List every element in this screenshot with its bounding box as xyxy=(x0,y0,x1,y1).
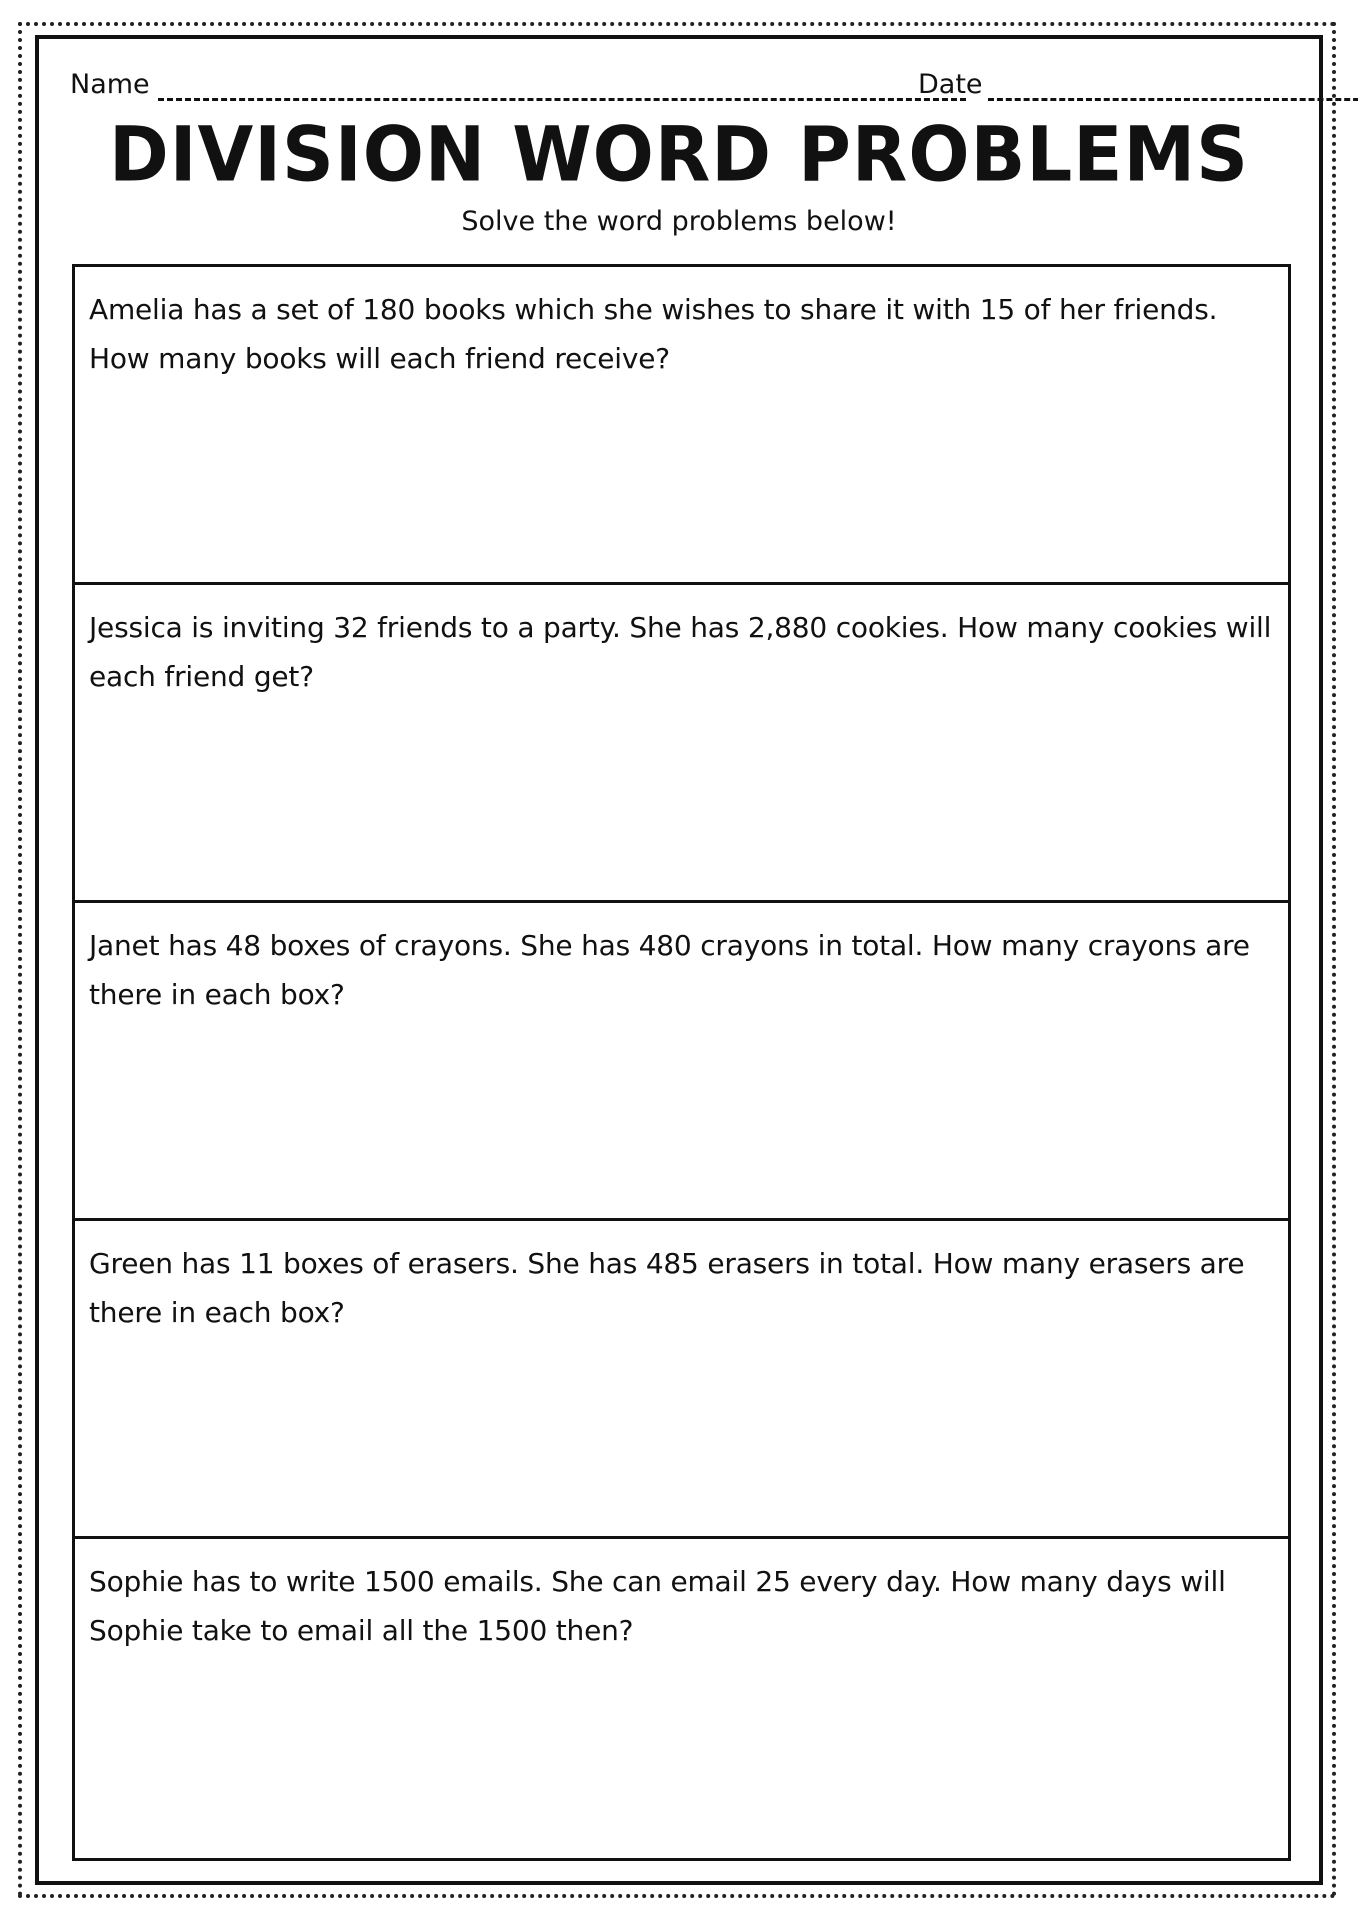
problem-text-4: Green has 11 boxes of erasers. She has 485 erasers in total. How many erasers are there in each box? xyxy=(89,1247,1245,1329)
name-label: Name xyxy=(70,69,150,100)
problem-box-4[interactable] xyxy=(75,1221,1288,1539)
problem-text-3: Janet has 48 boxes of crayons. She has 480 crayons in total. How many crayons are there in each box? xyxy=(89,929,1250,1011)
date-write-line[interactable] xyxy=(988,98,1358,101)
instructions: Solve the word problems below! xyxy=(461,206,897,237)
date-label: Date xyxy=(918,69,983,100)
name-write-line[interactable] xyxy=(158,98,966,101)
worksheet-header xyxy=(70,65,1290,105)
problems-table xyxy=(72,264,1291,1861)
problem-box-5[interactable] xyxy=(75,1539,1288,1857)
problem-text-1: Amelia has a set of 180 books which she wishes to share it with 15 of her friends. How many books will each friend receive? xyxy=(89,293,1218,375)
page-title: DIVISION WORD PROBLEMS xyxy=(108,109,1249,199)
problem-text-5: Sophie has to write 1500 emails. She can email 25 every day. How many days will Sophie take to email all the 1500 then? xyxy=(89,1565,1226,1647)
problem-text-2: Jessica is inviting 32 friends to a party. She has 2,880 cookies. How many cookies will each friend get? xyxy=(89,611,1272,693)
problem-box-2[interactable] xyxy=(75,585,1288,903)
problem-box-1[interactable] xyxy=(75,267,1288,585)
problem-box-3[interactable] xyxy=(75,903,1288,1221)
